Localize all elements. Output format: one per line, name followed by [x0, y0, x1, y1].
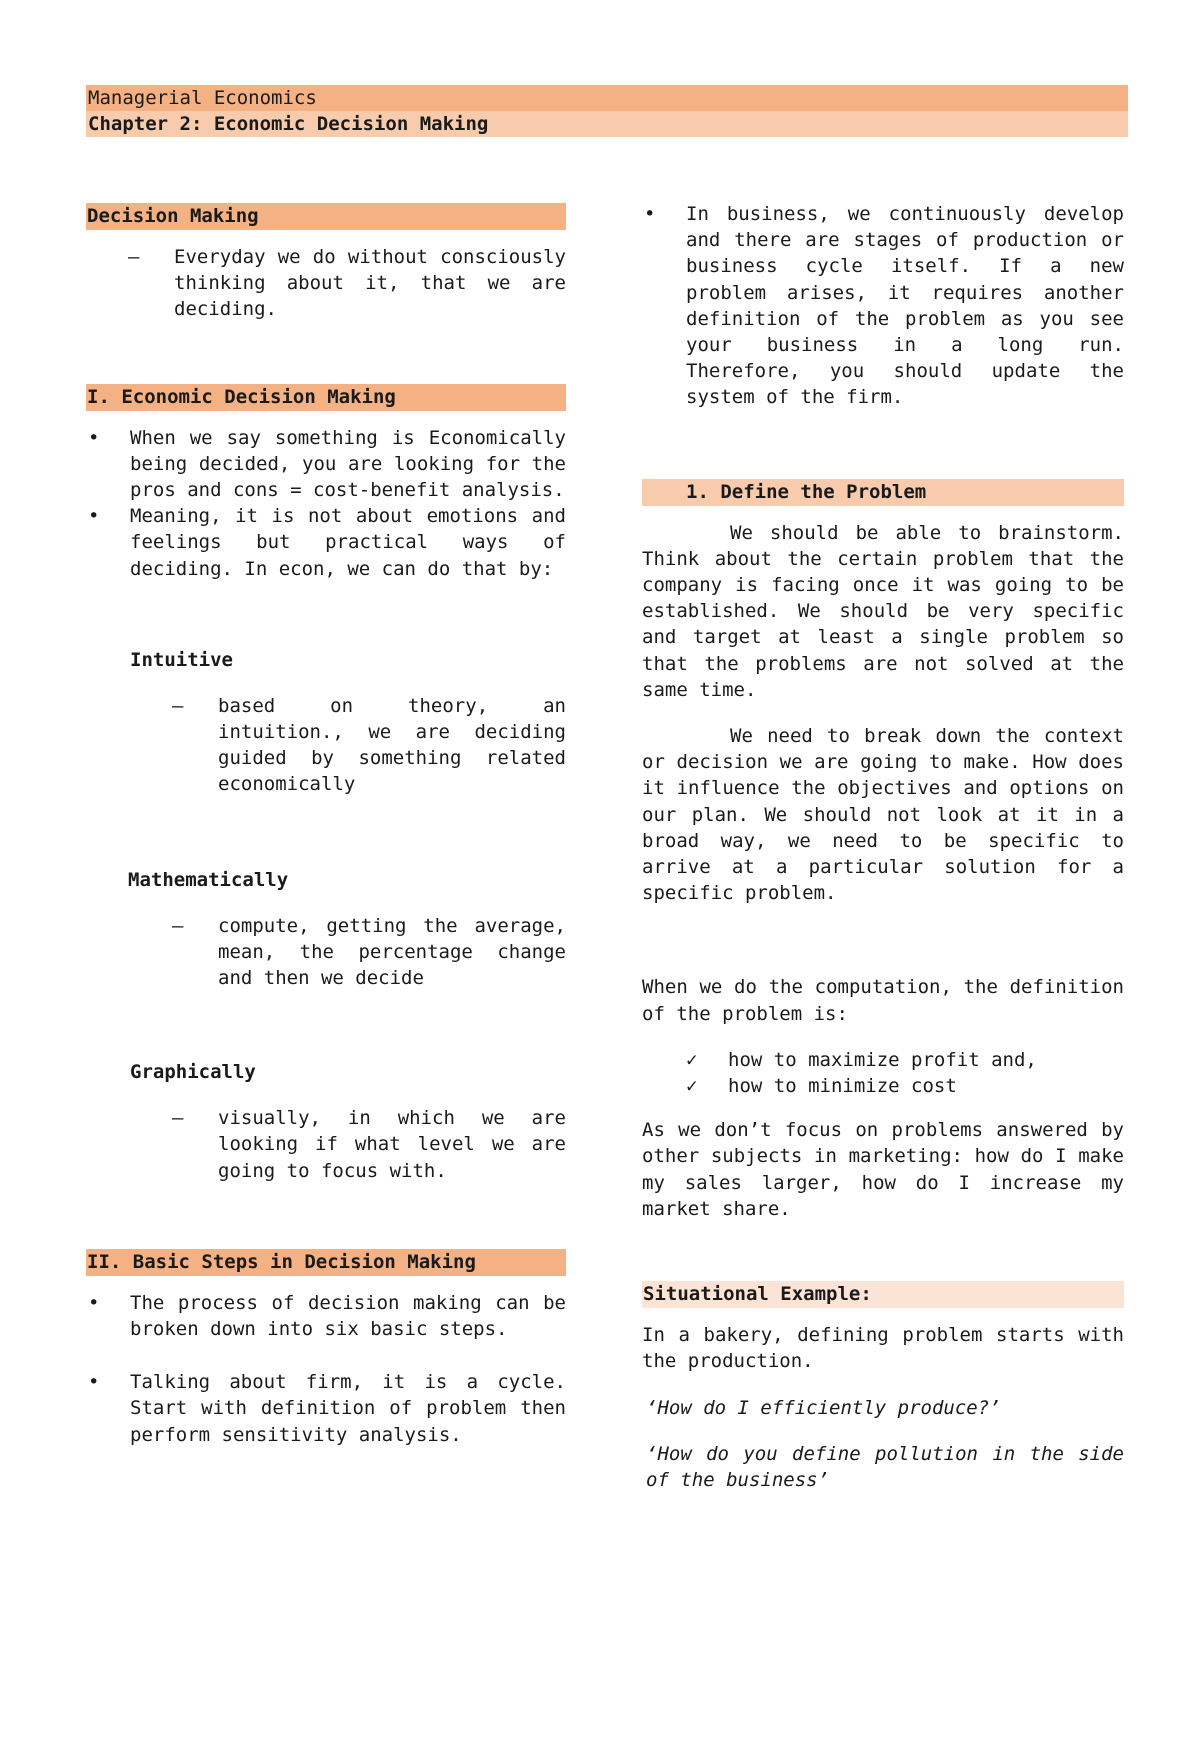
check-icon: ✓ [686, 1048, 698, 1071]
method-title-graphically: Graphically [130, 1061, 256, 1084]
paragraph: We should be able to brainstorm. Think about the certain problem that the company is facing once it was going to be established. We should be very specific and target at least a single problem so that the problems are not solved at the same time. [642, 521, 1124, 701]
section-situational-example: Situational Example: [642, 1281, 1124, 1308]
list-item: • In business, we continuously develop and there are stages of production or business cycle itself. If a new problem arises, it requires another definition of the problem as you see your business in a long run. Therefore, you should update the system of the firm. [644, 203, 1124, 409]
section-basic-steps: II. Basic Steps in Decision Making [86, 1249, 566, 1276]
list-item: • The process of decision making can be broken down into six basic steps. [88, 1291, 566, 1341]
list-item: • Meaning, it is not about emotions and feelings but practical ways of deciding. In econ, we can do that by: [88, 505, 566, 580]
quote: ‘How do I efficiently produce?’ [646, 1396, 1001, 1419]
list-item: – visually, in which we are looking if what level we are going to focus with. [172, 1107, 566, 1182]
left-column [86, 203, 566, 1448]
quote: ‘How do you define pollution in the side of the business’ [646, 1442, 1124, 1491]
list-item: – compute, getting the average, mean, the percentage change and then we decide [172, 914, 566, 990]
course-header [86, 85, 1128, 111]
list-item: • When we say something is Economically being decided, you are looking for the pros and cons = cost-benefit analysis. [88, 426, 566, 502]
list-item: – Everyday we do without consciously thinking about it, that we are deciding. [128, 246, 566, 321]
list-item: – based on theory, an intuition., we are deciding guided by something related economically [172, 694, 566, 796]
paragraph: When we do the computation, the definition of the problem is: [642, 976, 1124, 1025]
method-title-mathematically: Mathematically [128, 868, 289, 891]
check-item: ✓ how to maximize profit and, [642, 1047, 1124, 1073]
method-title-intuitive: Intuitive [130, 648, 233, 671]
check-icon: ✓ [686, 1075, 698, 1098]
section-economic-decision-making: I. Economic Decision Making [86, 384, 566, 411]
section-decision-making: Decision Making [86, 203, 566, 230]
check-item: ✓ how to minimize cost [642, 1073, 1124, 1099]
paragraph: As we don’t focus on problems answered by other subjects in marketing: how do I make my sales larger, how do I increase my market share. [642, 1119, 1124, 1220]
paragraph: We need to break down the context or decision we are going to make. How does it influence the objectives and options on our plan. We should not look at it in a broad way, we need to be specific to arrive at a particular solution for a specific problem. [642, 725, 1124, 905]
section-define-problem: 1. Define the Problem [642, 479, 1124, 506]
course-title: Managerial Economics [88, 87, 317, 109]
right-column [642, 201, 1124, 1493]
paragraph: In a bakery, defining problem starts with the production. [642, 1324, 1124, 1373]
chapter-header [86, 111, 1128, 137]
chapter-title: Chapter 2: Economic Decision Making [88, 113, 489, 135]
list-item: • Talking about firm, it is a cycle. Start with definition of problem then perform sensitivity analysis. [88, 1371, 566, 1446]
